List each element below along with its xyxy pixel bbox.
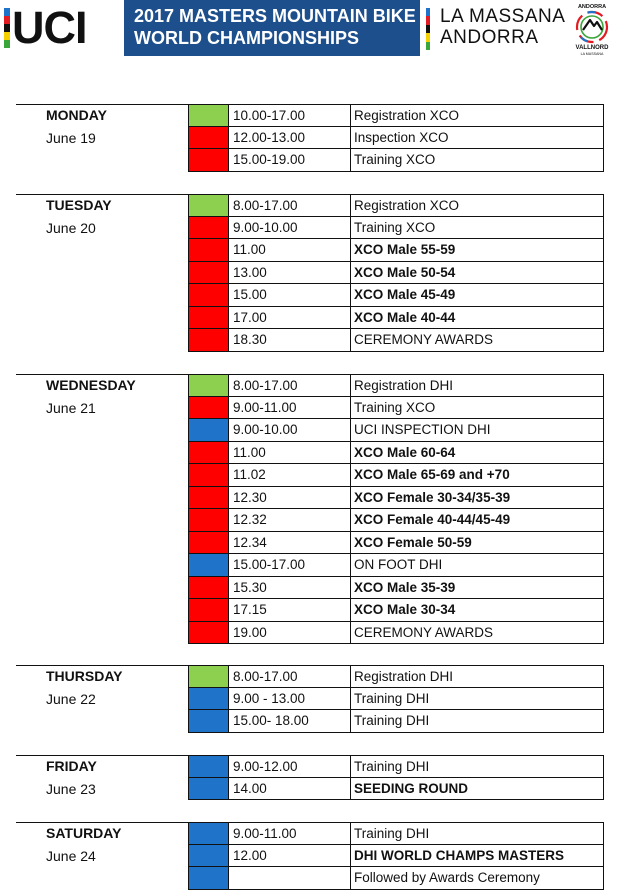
day-date: June 24 [46,848,96,864]
table-row [188,665,604,688]
championship-title-line-1: 2017 MASTERS MOUNTAIN BIKE [134,6,416,26]
event-name: UCI INSPECTION DHI [350,419,604,441]
event-time: 19.00 [228,622,350,644]
event-time: 9.00-10.00 [228,217,350,239]
event-time: 12.00 [228,845,350,867]
table-row [188,867,604,890]
table-row [188,127,604,150]
table-row [188,149,604,172]
category-color-swatch [188,442,228,464]
event-name: XCO Male 30-34 [350,599,604,621]
category-color-swatch [188,688,228,710]
day-date: June 19 [46,130,96,146]
table-row [188,217,604,240]
event-name: CEREMONY AWARDS [350,329,604,351]
event-time: 12.32 [228,509,350,531]
event-time: 8.00-17.00 [228,195,350,216]
category-color-swatch [188,419,228,441]
category-color-swatch [188,599,228,621]
table-row [188,755,604,778]
event-name: XCO Female 50-59 [350,532,604,554]
event-name: Training XCO [350,149,604,171]
category-color-swatch [188,756,228,777]
event-name: Registration XCO [350,195,604,216]
table-row [188,419,604,442]
vallnord-logo-bottom-text: VALLNORD [575,45,609,51]
event-time: 11.00 [228,239,350,261]
event-time: 8.00-17.00 [228,375,350,396]
event-name: SEEDING ROUND [350,778,604,800]
table-row [188,509,604,532]
event-name: Training XCO [350,397,604,419]
table-row [188,577,604,600]
category-color-swatch [188,622,228,644]
table-row [188,845,604,868]
event-time: 10.00-17.00 [228,105,350,126]
event-name: Registration DHI [350,666,604,687]
table-row [188,487,604,510]
table-row [188,239,604,262]
category-color-swatch [188,823,228,844]
day-divider [16,822,188,823]
category-color-swatch [188,105,228,126]
table-row [188,284,604,307]
table-row [188,599,604,622]
table-row [188,464,604,487]
event-name: Registration XCO [350,105,604,126]
event-name: XCO Male 50-54 [350,262,604,284]
category-color-swatch [188,239,228,261]
day-date: June 20 [46,220,96,236]
event-name: Registration DHI [350,375,604,396]
category-color-swatch [188,284,228,306]
table-row [188,194,604,217]
day-date: June 22 [46,691,96,707]
table-row [188,688,604,711]
event-time: 15.00-19.00 [228,149,350,171]
category-color-swatch [188,262,228,284]
event-name: DHI WORLD CHAMPS MASTERS [350,845,604,867]
day-name: WEDNESDAY [46,377,136,393]
event-name: XCO Female 40-44/45-49 [350,509,604,531]
event-time: 14.00 [228,778,350,800]
event-table [188,822,604,890]
event-time: 15.30 [228,577,350,599]
category-color-swatch [188,487,228,509]
divider-rainbow-stripes [426,8,430,50]
event-time: 15.00-17.00 [228,554,350,576]
table-row [188,554,604,577]
table-row [188,778,604,801]
category-color-swatch [188,666,228,687]
category-color-swatch [188,554,228,576]
category-color-swatch [188,397,228,419]
location-line-2: ANDORRA [440,27,539,48]
table-row [188,622,604,645]
table-row [188,104,604,127]
event-table [188,194,604,352]
event-time: 12.30 [228,487,350,509]
category-color-swatch [188,149,228,171]
category-color-swatch [188,217,228,239]
event-time: 15.00 [228,284,350,306]
vallnord-logo-icon [568,2,616,56]
event-name: XCO Male 45-49 [350,284,604,306]
day-divider [16,755,188,756]
event-table [188,374,604,644]
event-time: 9.00-11.00 [228,397,350,419]
header [0,0,620,58]
event-time: 9.00-11.00 [228,823,350,844]
table-row [188,710,604,733]
category-color-swatch [188,778,228,800]
category-color-swatch [188,307,228,329]
event-table [188,755,604,800]
table-row [188,442,604,465]
event-time: 12.00-13.00 [228,127,350,149]
table-row [188,307,604,330]
event-time: 13.00 [228,262,350,284]
event-table [188,104,604,172]
event-table [188,665,604,733]
event-name: XCO Male 60-64 [350,442,604,464]
category-color-swatch [188,464,228,486]
event-name: XCO Female 30-34/35-39 [350,487,604,509]
event-name: Training DHI [350,710,604,732]
event-name: Followed by Awards Ceremony [350,867,604,889]
event-time: 9.00 - 13.00 [228,688,350,710]
day-date: June 23 [46,781,96,797]
day-name: FRIDAY [46,758,97,774]
event-name: Training DHI [350,756,604,777]
day-divider [16,104,188,105]
event-name: Training DHI [350,688,604,710]
category-color-swatch [188,375,228,396]
day-divider [16,374,188,375]
table-row [188,329,604,352]
uci-rainbow-stripes [4,8,10,48]
event-name: Training DHI [350,823,604,844]
vallnord-logo-top-text: ANDORRA [577,4,607,10]
day-date: June 21 [46,400,96,416]
event-time: 8.00-17.00 [228,666,350,687]
table-row [188,822,604,845]
category-color-swatch [188,509,228,531]
category-color-swatch [188,710,228,732]
event-name: Training XCO [350,217,604,239]
event-name: Inspection XCO [350,127,604,149]
event-time: 9.00-10.00 [228,419,350,441]
event-time: 9.00-12.00 [228,756,350,777]
table-row [188,532,604,555]
table-row [188,374,604,397]
day-name: MONDAY [46,107,107,123]
table-row [188,262,604,285]
location-line-1: LA MASSANA [440,6,566,27]
championship-title-line-2: WORLD CHAMPIONSHIPS [134,28,359,48]
event-time: 17.15 [228,599,350,621]
event-name: ON FOOT DHI [350,554,604,576]
event-name: XCO Male 55-59 [350,239,604,261]
event-name: XCO Male 40-44 [350,307,604,329]
event-time: 11.02 [228,464,350,486]
uci-logo: UCI [12,2,87,53]
location [440,6,565,48]
championship-title-box [124,0,420,56]
category-color-swatch [188,532,228,554]
day-divider [16,665,188,666]
category-color-swatch [188,195,228,216]
category-color-swatch [188,577,228,599]
event-name: XCO Male 65-69 and +70 [350,464,604,486]
event-name: XCO Male 35-39 [350,577,604,599]
day-name: TUESDAY [46,197,112,213]
event-time: 17.00 [228,307,350,329]
event-time: 18.30 [228,329,350,351]
day-name: SATURDAY [46,825,122,841]
category-color-swatch [188,867,228,889]
category-color-swatch [188,329,228,351]
event-time [228,867,350,889]
event-name: CEREMONY AWARDS [350,622,604,644]
category-color-swatch [188,127,228,149]
event-time: 11.00 [228,442,350,464]
day-divider [16,194,188,195]
vallnord-logo-small-text: LA MASSANA [580,52,604,56]
event-time: 15.00- 18.00 [228,710,350,732]
event-time: 12.34 [228,532,350,554]
category-color-swatch [188,845,228,867]
table-row [188,397,604,420]
day-name: THURSDAY [46,668,123,684]
